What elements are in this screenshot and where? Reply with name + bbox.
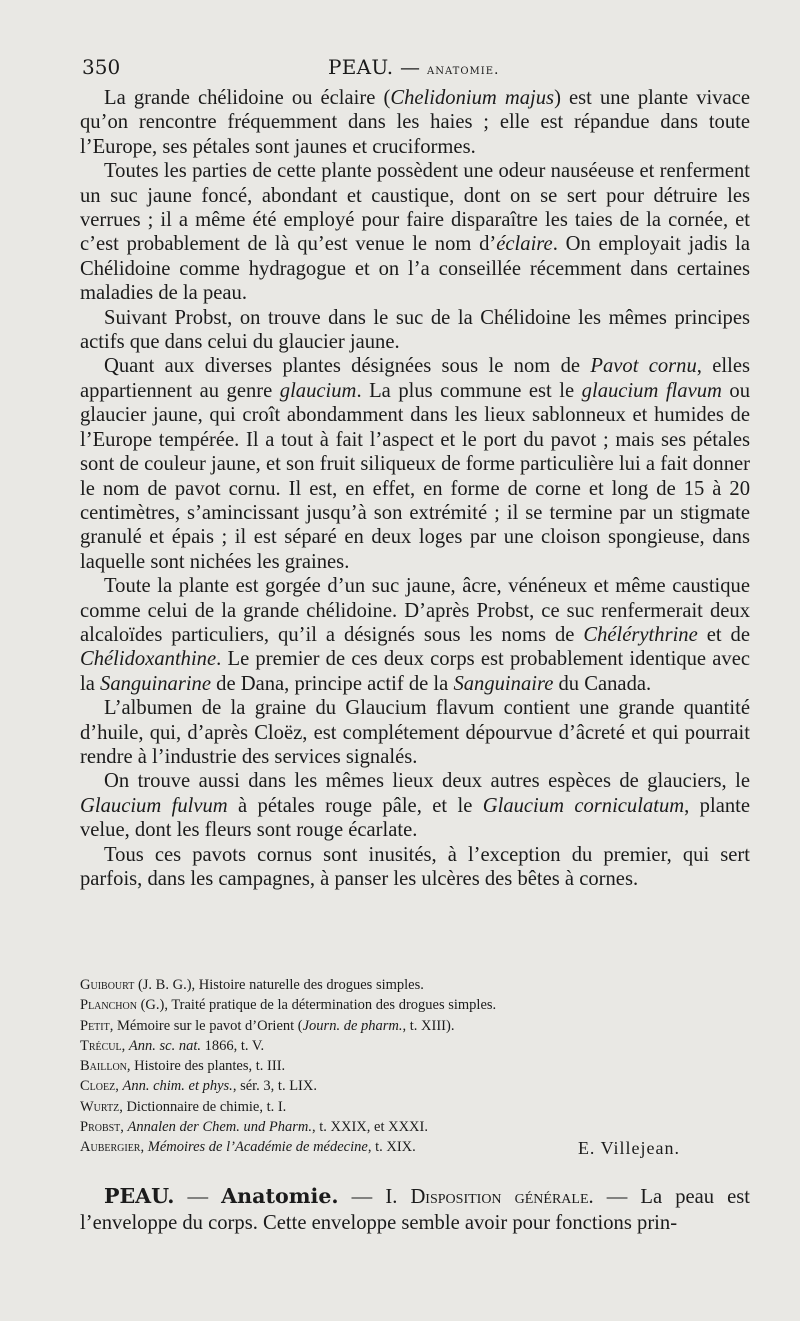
reference-entry bbox=[80, 975, 750, 995]
reference-entry bbox=[80, 1117, 750, 1137]
text-segment: — I. bbox=[338, 1186, 411, 1208]
text-segment: , bbox=[121, 1037, 129, 1054]
text-segment: Suivant Probst, on trouve dans le suc de la Chélidoine les mêmes principes actifs que dans celui du glaucier jaune. bbox=[80, 306, 750, 354]
italic-text: Pavot cornu bbox=[590, 355, 697, 378]
text-segment: à pétales rouge pâle, et le bbox=[227, 794, 483, 817]
text-segment: — bbox=[174, 1186, 222, 1208]
italic-text: Ann. sc. nat. bbox=[128, 1037, 201, 1054]
text-segment: ) est une plante vivace qu’on rencontre fréquemment dans les haies ; elle est répandue dans toute l’Europe, ses pétales sont jaunes et cruciformes. bbox=[80, 87, 750, 158]
paragraph bbox=[80, 574, 750, 696]
italic-text: Glaucium corniculatum bbox=[482, 794, 685, 817]
text-segment: , Dictionnaire de chimie, t. I. bbox=[119, 1098, 287, 1115]
small-caps-text: Planchon bbox=[80, 997, 137, 1014]
reference-entry bbox=[80, 1016, 750, 1036]
text-segment: de Dana, principe actif de la bbox=[211, 672, 454, 695]
small-caps-text: Wurtz bbox=[80, 1098, 120, 1115]
reference-entry bbox=[80, 1097, 750, 1117]
italic-text: Sanguinaire bbox=[453, 672, 554, 695]
text-segment: et de bbox=[697, 623, 750, 646]
paragraph bbox=[80, 696, 750, 769]
article-body bbox=[80, 86, 750, 891]
next-article bbox=[80, 1183, 750, 1236]
small-caps-text: Petit bbox=[80, 1017, 110, 1034]
small-caps-text: Probst bbox=[80, 1119, 121, 1136]
text-segment: 1866, t. V. bbox=[200, 1037, 265, 1054]
next-article-paragraph bbox=[80, 1183, 750, 1236]
italic-text: Sanguinarine bbox=[100, 672, 211, 695]
text-segment: , bbox=[120, 1119, 128, 1136]
italic-text: glaucium flavum bbox=[581, 379, 722, 402]
paragraph bbox=[80, 159, 750, 305]
reference-entry bbox=[80, 1036, 750, 1056]
small-caps-text: Trécul bbox=[80, 1037, 122, 1054]
bold-text: PEAU. bbox=[104, 1184, 175, 1208]
paragraph bbox=[80, 843, 750, 892]
text-segment: Tous ces pavots cornus sont inusités, à l’exception du premier, qui sert parfois, dans les campagnes, à panser les ulcères des bêtes à cornes. bbox=[80, 843, 750, 890]
author-signature: E. Villejean. bbox=[577, 1138, 680, 1158]
text-segment: , Histoire des plantes, t. III. bbox=[126, 1058, 286, 1075]
small-caps-text: Aubergier bbox=[80, 1139, 141, 1156]
reference-entry bbox=[80, 1076, 750, 1096]
text-segment: L’albumen de la graine du Glaucium flavum contient une grande quantité d’huile, qui, d’après Cloëz, est complétement dépourvue d’âcreté et qui pourrait rendre à l’industrie des services signalés. bbox=[80, 697, 750, 768]
running-head bbox=[328, 52, 499, 85]
reference-entry bbox=[80, 995, 750, 1015]
text-segment: ou glaucier jaune, qui croît abondamment dans les lieux sablonneux et humides de l’Europe tempérée. Il a tout à fait l’aspect et le port du pavot ; mais ses pétales sont de couleur jaune, et son fruit siliqueux de forme particulière lui a fait donner le nom de pavot cornu. Il est, en effet, en forme de corne et long de 15 à 20 centimètres, s’amincissant jusqu’à son extrémité ; il se termine par un stigmate granulé et épais ; il est séparé en deux loges par une cloison spongieuse, dans laquelle sont nichées les graines. bbox=[80, 379, 750, 573]
text-segment: , t. XIX. bbox=[367, 1139, 416, 1156]
italic-text: Journ. de pharm. bbox=[302, 1017, 403, 1034]
page-number: 350 bbox=[82, 55, 121, 79]
reference-entry bbox=[80, 1056, 750, 1076]
italic-text: Mémoires de l’Académie de médecine bbox=[147, 1139, 368, 1156]
text-segment: du Canada. bbox=[553, 672, 652, 695]
text-segment: On trouve aussi dans les mêmes lieux deux autres espèces de glauciers, le bbox=[104, 770, 750, 793]
paragraph bbox=[80, 354, 750, 574]
text-segment: Toutes les parties de cette plante possèdent une odeur nauséeuse et renferment un suc jaune foncé, abondant et caustique, dont on se sert pour détruire les verrues ; il a même été employé pour faire disparaître les taies de la cornée, et c’est probablement de là qu’est venue le nom d’ bbox=[80, 160, 750, 256]
italic-text: Glaucium fulvum bbox=[80, 794, 228, 817]
italic-text: Annalen der Chem. und Pharm. bbox=[127, 1119, 312, 1136]
text-segment: , plante velue, dont les fleurs sont rouge écarlate. bbox=[80, 794, 750, 842]
text-segment: , Mémoire sur le pavot d’Orient ( bbox=[109, 1017, 303, 1034]
paragraph bbox=[80, 769, 750, 842]
italic-text: Chélérythrine bbox=[583, 623, 698, 646]
text-segment: , t. XXIX, et XXXI. bbox=[312, 1119, 428, 1136]
bold-text: Anatomie. bbox=[221, 1184, 339, 1208]
small-caps-text: Disposition générale bbox=[410, 1186, 589, 1208]
italic-text: Chélidoxanthine bbox=[80, 648, 217, 671]
italic-text: éclaire bbox=[496, 233, 553, 256]
page-header bbox=[80, 52, 750, 82]
small-caps-text: Guibourt bbox=[80, 977, 135, 993]
text-segment: , t. XIII). bbox=[402, 1017, 455, 1034]
bibliography bbox=[80, 975, 750, 1158]
text-segment: . On employait jadis la Chélidoine comme hydragogue et on l’a conseillée récemment dans certaines maladies de la peau. bbox=[80, 233, 751, 305]
text-segment: Quant aux diverses plantes désignées sous le nom de bbox=[104, 355, 591, 378]
italic-text: Ann. chim. et phys. bbox=[122, 1078, 233, 1095]
text-segment: , bbox=[140, 1139, 148, 1156]
text-segment: La grande chélidoine ou éclaire ( bbox=[104, 87, 391, 109]
text-segment: , bbox=[115, 1078, 123, 1095]
running-head-sub: anatomie. bbox=[427, 62, 500, 78]
text-segment: (G.), Traité pratique de la détermination des drogues simples. bbox=[136, 997, 497, 1014]
small-caps-text: Cloez bbox=[80, 1078, 116, 1095]
text-segment: . — La peau est l’enveloppe du corps. Cette enveloppe semble avoir pour fonctions prin- bbox=[80, 1186, 751, 1234]
paragraph bbox=[80, 306, 750, 355]
text-segment: . Le premier de ces deux corps est probablement identique avec la bbox=[80, 648, 750, 695]
text-segment: Toute la plante est gorgée d’un suc jaune, âcre, vénéneux et même caustique comme celui de la grande chélidoine. D’après Probst, ce suc renfermerait deux alcaloïdes particuliers, qu’il a désignés sous les noms de bbox=[80, 575, 750, 646]
text-segment: , elles appartiennent au genre bbox=[80, 355, 750, 402]
running-head-main: PEAU. — bbox=[328, 55, 421, 79]
text-segment: (J. B. G.), Histoire naturelle des drogues simples. bbox=[134, 977, 424, 993]
italic-text: Chelidonium majus bbox=[390, 87, 555, 109]
small-caps-text: Baillon bbox=[80, 1058, 127, 1075]
text-segment: , sér. 3, t. LIX. bbox=[232, 1078, 317, 1095]
text-segment: . La plus commune est le bbox=[356, 379, 582, 402]
italic-text: glaucium bbox=[279, 379, 357, 402]
paragraph bbox=[80, 86, 750, 159]
